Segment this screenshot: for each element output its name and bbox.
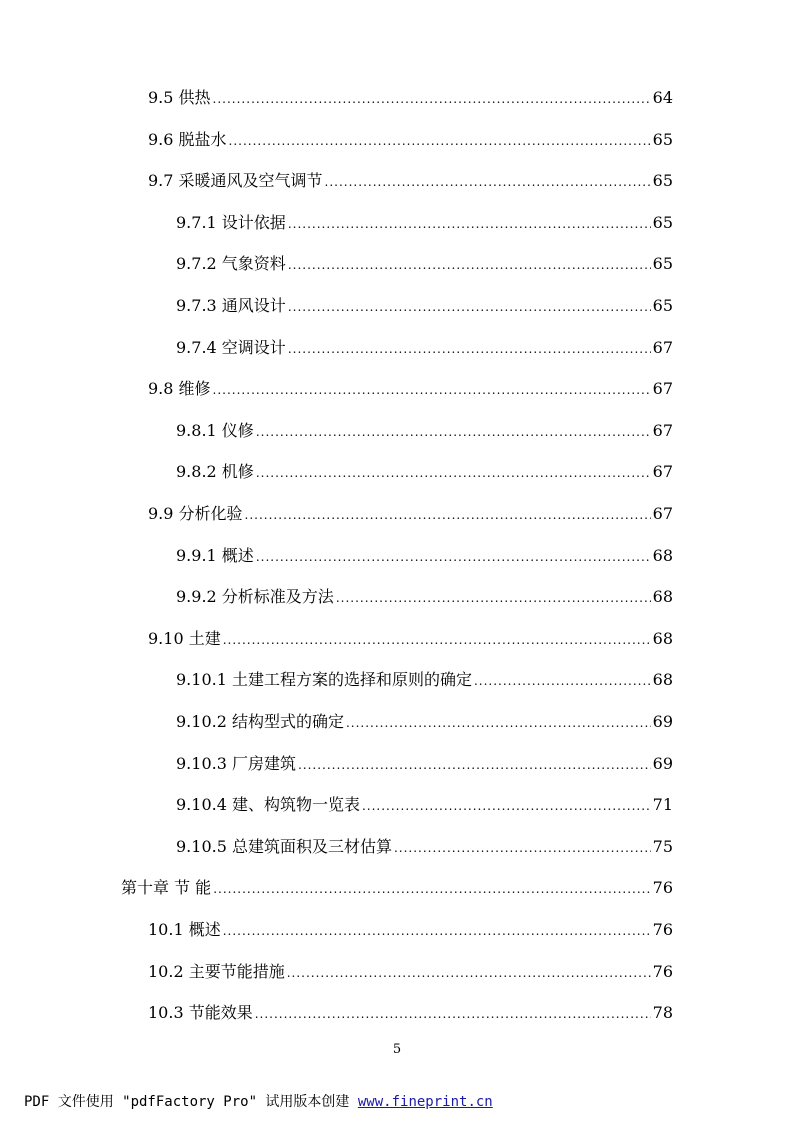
toc-leader-dots: [288, 254, 651, 276]
toc-leader-dots: [288, 213, 651, 235]
toc-entry[interactable]: [148, 87, 673, 109]
toc-entry-page: 78: [652, 1003, 673, 1022]
toc-entry-page: 68: [652, 587, 673, 606]
toc-entry-page: 65: [652, 296, 673, 315]
toc-entry-title: 9.9.1 概述: [176, 546, 254, 565]
toc-entry-page: 65: [652, 254, 673, 273]
toc-leader-dots: [229, 130, 651, 152]
toc-leader-dots: [336, 587, 651, 609]
toc-leader-dots: [362, 795, 651, 817]
toc-entry-title: 9.6 脱盐水: [148, 130, 227, 149]
toc-entry-page: 76: [652, 920, 673, 939]
toc-entry[interactable]: [121, 877, 673, 899]
toc-entry-title: 9.8.2 机修: [176, 462, 254, 481]
toc-entry-page: 71: [652, 795, 673, 814]
toc-entry-title: 9.7.1 设计依据: [176, 213, 286, 232]
toc-entry-title: 9.10.2 结构型式的确定: [176, 712, 344, 731]
toc-entry-title: 9.7.2 气象资料: [176, 254, 286, 273]
toc-entry-page: 69: [652, 712, 673, 731]
toc-entry-page: 65: [652, 213, 673, 232]
toc-entry[interactable]: [176, 461, 673, 483]
toc-entry-title: 10.3 节能效果: [148, 1003, 253, 1022]
toc-entry-title: 9.10.5 总建筑面积及三材估算: [176, 837, 392, 856]
toc-leader-dots: [213, 878, 650, 900]
toc-leader-dots: [325, 171, 651, 193]
toc-entry[interactable]: [176, 794, 673, 816]
toc-entry-page: 68: [652, 629, 673, 648]
toc-entry-title: 10.1 概述: [148, 920, 221, 939]
page-number: 5: [392, 1042, 402, 1057]
toc-entry[interactable]: [148, 1002, 673, 1024]
toc-entry-title: 9.7.4 空调设计: [176, 338, 286, 357]
toc-entry-title: 9.9 分析化验: [148, 504, 243, 523]
toc-entry[interactable]: [148, 170, 673, 192]
toc-leader-dots: [474, 670, 651, 692]
toc-entry-title: 第十章 节 能: [121, 878, 212, 897]
toc-entry-page: 65: [652, 171, 673, 190]
toc-entry-page: 67: [652, 421, 673, 440]
toc-entry-title: 9.5 供热: [148, 88, 211, 107]
toc-entry-page: 68: [652, 670, 673, 689]
toc-entry-title: 10.2 主要节能措施: [148, 962, 285, 981]
toc-leader-dots: [346, 712, 651, 734]
toc-leader-dots: [288, 296, 651, 318]
toc-leader-dots: [223, 920, 651, 942]
toc-entry[interactable]: [176, 753, 673, 775]
toc-entry[interactable]: [148, 919, 673, 941]
toc-entry-title: 9.7.3 通风设计: [176, 296, 286, 315]
toc-entry-title: 9.10 土建: [148, 629, 221, 648]
toc-entry-page: 69: [652, 754, 673, 773]
toc-leader-dots: [256, 421, 651, 443]
toc-entry-page: 75: [652, 837, 673, 856]
toc-entry[interactable]: [148, 628, 673, 650]
toc-entry-page: 67: [652, 504, 673, 523]
toc-entry-title: 9.7 采暖通风及空气调节: [148, 171, 323, 190]
toc-entry[interactable]: [176, 669, 673, 691]
toc-entry-page: 67: [652, 462, 673, 481]
toc-entry[interactable]: [176, 545, 673, 567]
toc-entry-title: 9.8.1 仪修: [176, 421, 254, 440]
toc-leader-dots: [256, 462, 651, 484]
toc-entry[interactable]: [176, 295, 673, 317]
toc-entry-title: 9.10.1 土建工程方案的选择和原则的确定: [176, 670, 472, 689]
toc-entry-title: 9.8 维修: [148, 379, 211, 398]
toc-leader-dots: [298, 754, 651, 776]
toc-leader-dots: [394, 837, 651, 859]
toc-entry-title: 9.10.4 建、构筑物一览表: [176, 795, 360, 814]
toc-entry-page: 76: [652, 962, 673, 981]
toc-leader-dots: [213, 88, 651, 110]
toc-entry[interactable]: [176, 253, 673, 275]
toc-entry-page: 65: [652, 130, 673, 149]
toc-entry[interactable]: [148, 961, 673, 983]
toc-entry-title: 9.9.2 分析标准及方法: [176, 587, 334, 606]
toc-leader-dots: [287, 962, 651, 984]
pdf-footer: [24, 1093, 493, 1111]
toc-entry-page: 76: [652, 878, 673, 897]
footer-link[interactable]: www.fineprint.cn: [357, 1094, 493, 1110]
toc-entry[interactable]: [176, 711, 673, 733]
toc-entry-page: 64: [652, 88, 673, 107]
toc-entry[interactable]: [148, 503, 673, 525]
toc-entry-page: 68: [652, 546, 673, 565]
toc-entry[interactable]: [148, 129, 673, 151]
footer-text: PDF 文件使用 "pdfFactory Pro" 试用版本创建: [24, 1094, 358, 1110]
toc-leader-dots: [245, 504, 651, 526]
toc-leader-dots: [256, 546, 651, 568]
toc-entry[interactable]: [176, 337, 673, 359]
toc-entry-title: 9.10.3 厂房建筑: [176, 754, 296, 773]
toc-leader-dots: [213, 379, 651, 401]
toc-leader-dots: [255, 1003, 651, 1025]
toc-leader-dots: [223, 629, 651, 651]
toc-entry[interactable]: [176, 212, 673, 234]
toc-entry[interactable]: [176, 420, 673, 442]
toc-entry[interactable]: [176, 586, 673, 608]
toc-entry-page: 67: [652, 338, 673, 357]
toc-leader-dots: [288, 338, 651, 360]
toc-entry-page: 67: [652, 379, 673, 398]
toc-entry[interactable]: [176, 836, 673, 858]
toc-entry[interactable]: [148, 378, 673, 400]
